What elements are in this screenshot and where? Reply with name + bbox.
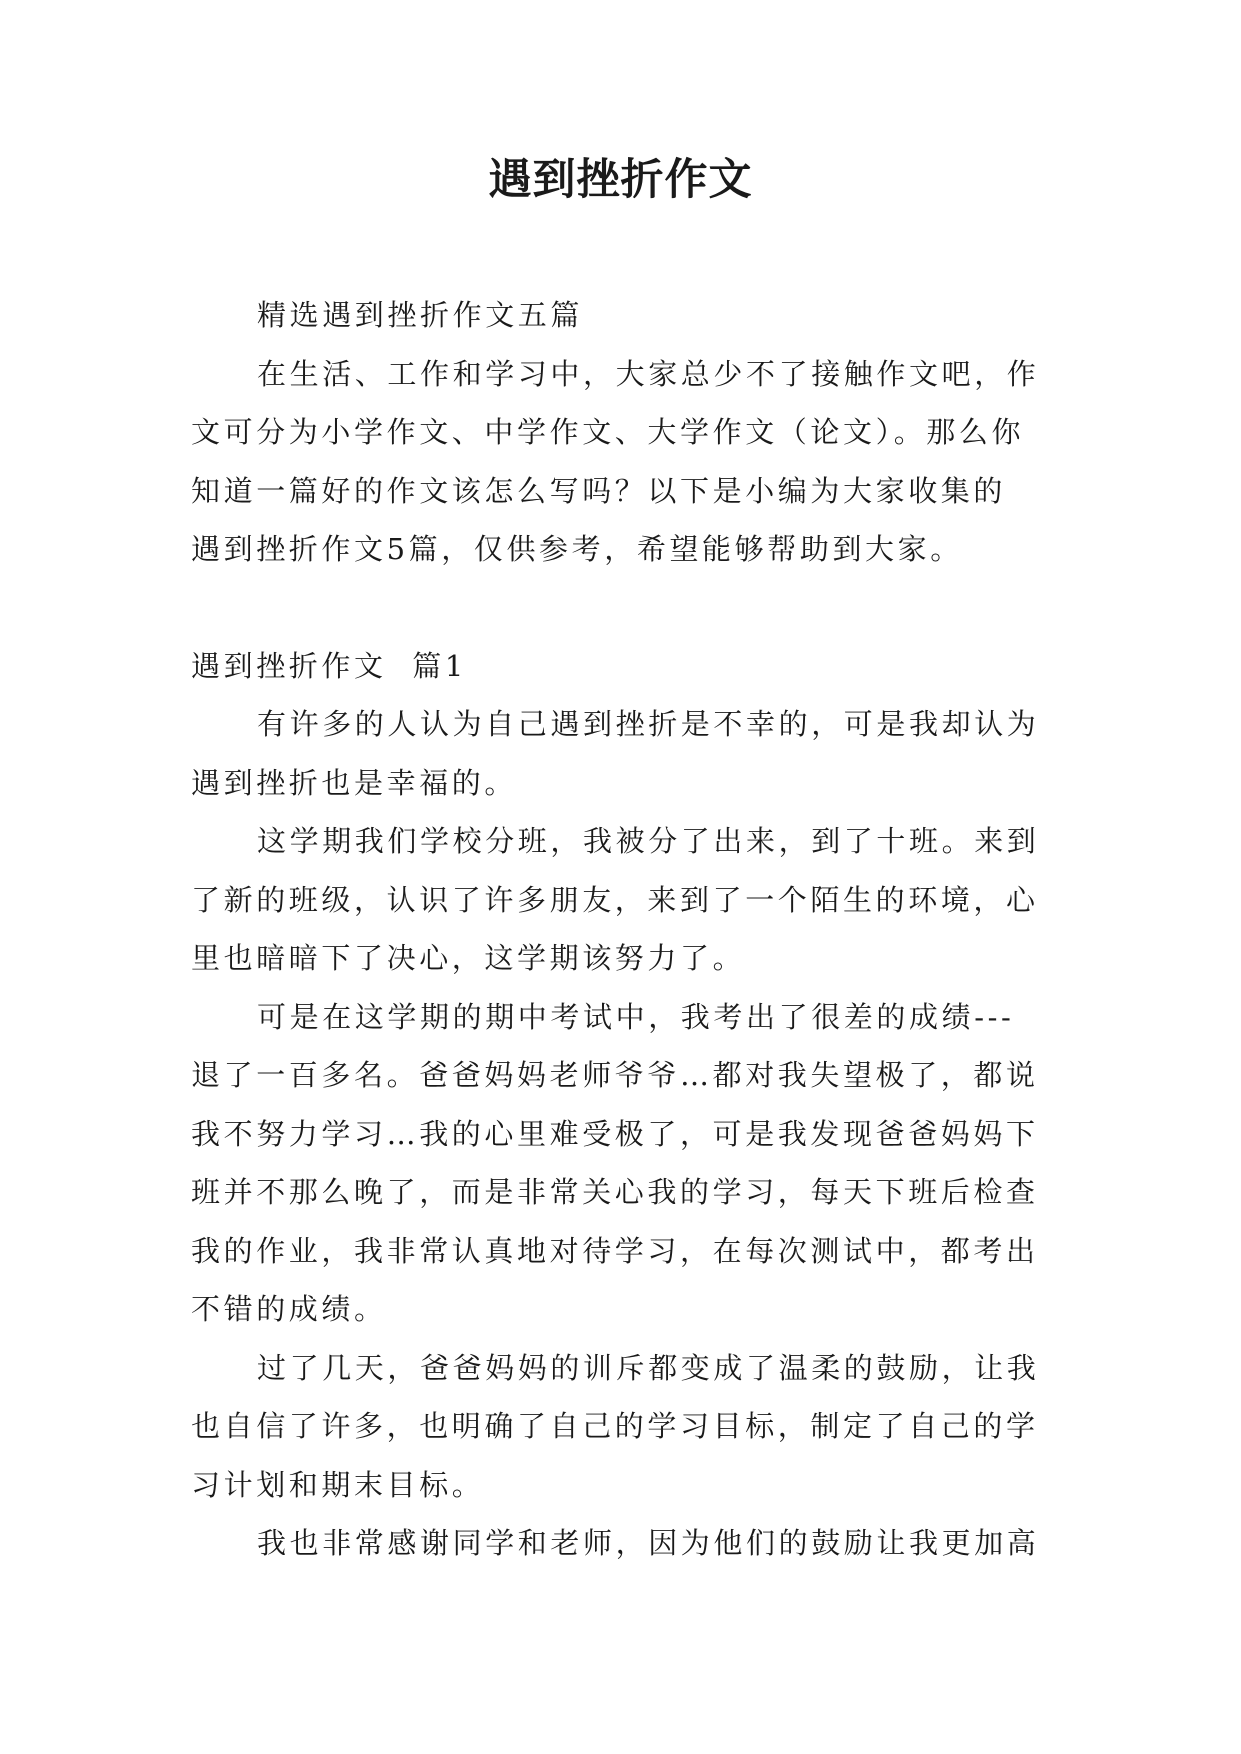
document-body [191, 286, 1059, 1573]
intro-line: 在生活、工作和学习中，大家总少不了接触作文吧，作 [257, 356, 1040, 391]
paragraph-line: 班并不那么晚了，而是非常关心我的学习，每天下班后检查 [191, 1175, 1039, 1209]
paragraph-line: 我也非常感谢同学和老师，因为他们的鼓励让我更加高 [257, 1526, 1040, 1560]
intro-line: 知道一篇好的作文该怎么写吗？以下是小编为大家收集的 [191, 473, 1007, 508]
paragraph-line: 过了几天，爸爸妈妈的训斥都变成了温柔的鼓励，让我 [257, 1350, 1040, 1385]
paragraph-line: 我的作业，我非常认真地对待学习，在每次测试中，都考出 [191, 1233, 1039, 1268]
paragraph-line: 习计划和期末目标。 [191, 1467, 485, 1502]
intro-line: 遇到挫折作文5篇，仅供参考，希望能够帮助到大家。 [191, 532, 963, 566]
paragraph-line: 我不努力学习…我的心里难受极了，可是我发现爸爸妈妈下 [191, 1116, 1039, 1151]
paragraph-line: 退了一百多名。爸爸妈妈老师爷爷…都对我失望极了，都说 [191, 1058, 1039, 1092]
intro-line: 文可分为小学作文、中学作文、大学作文（论文）。那么你 [191, 415, 1025, 449]
paragraph-line: 不错的成绩。 [191, 1292, 387, 1326]
intro-subtitle: 精选遇到挫折作文五篇 [257, 298, 584, 332]
paragraph-line: 了新的班级，认识了许多朋友，来到了一个陌生的环境，心 [191, 882, 1039, 917]
essay-heading: 遇到挫折作文 篇1 [191, 648, 467, 683]
paragraph-line: 也自信了许多，也明确了自己的学习目标，制定了自己的学 [191, 1409, 1039, 1443]
paragraph-line: 遇到挫折也是幸福的。 [191, 765, 518, 800]
paragraph-line: 可是在这学期的期中考试中，我考出了很差的成绩--- [257, 999, 1015, 1034]
paragraph-line: 有许多的人认为自己遇到挫折是不幸的，可是我却认为 [257, 707, 1040, 741]
document-title: 遇到挫折作文 [488, 155, 753, 205]
paragraph-line: 这学期我们学校分班，我被分了出来，到了十班。来到 [257, 824, 1040, 858]
paragraph-line: 里也暗暗下了决心，这学期该努力了。 [191, 941, 746, 975]
section-gap [191, 579, 1059, 637]
